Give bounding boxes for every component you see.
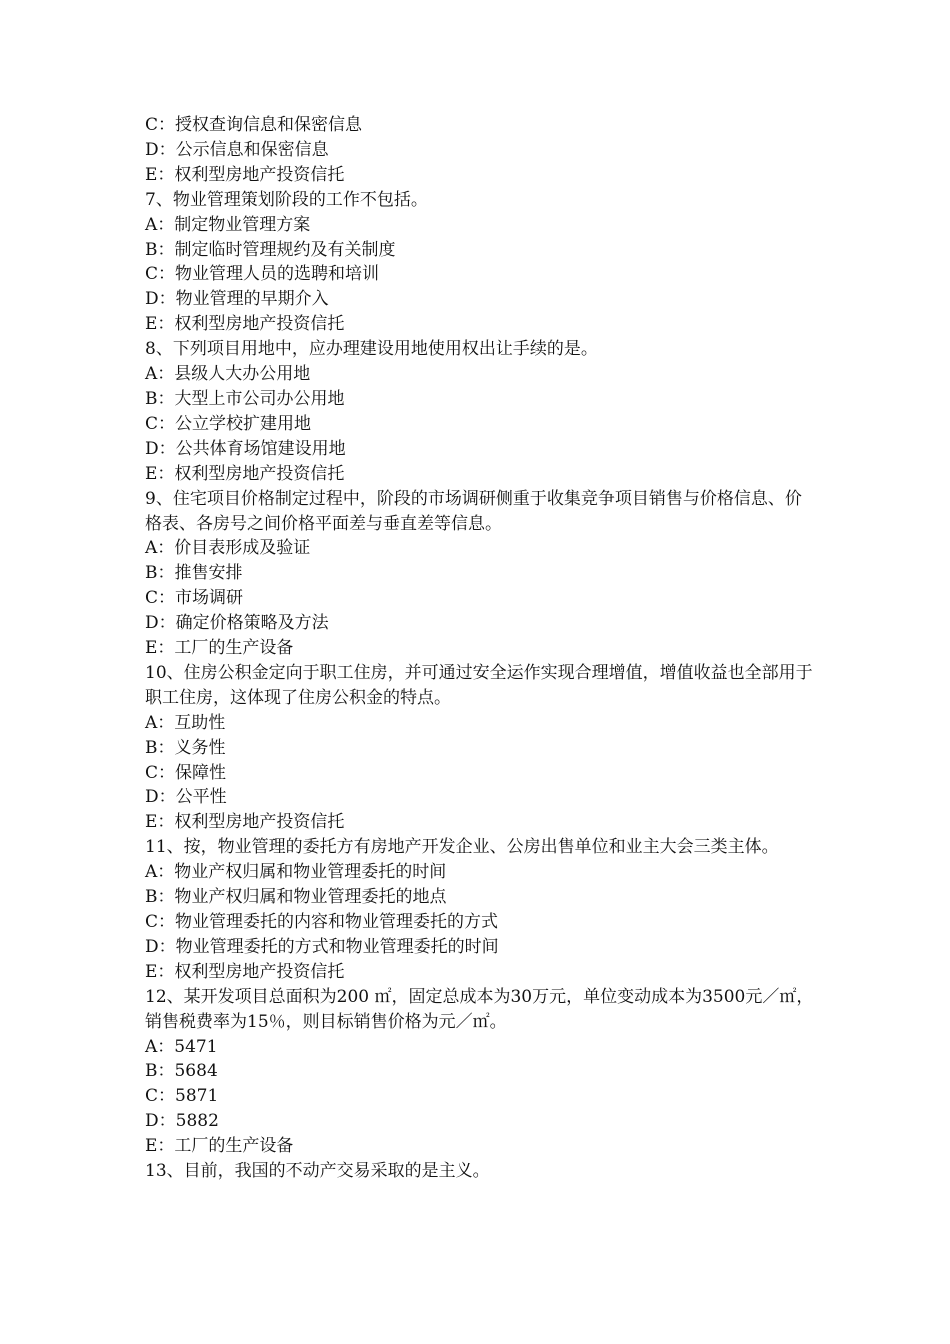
text-line: 10、住房公积金定向于职工住房，并可通过安全运作实现合理增值，增值收益也全部用于职工住房，这体现了住房公积金的特点。 [145,662,813,708]
text-line: D：5882 [145,1111,219,1132]
text-line: D：物业管理委托的方式和物业管理委托的时间 [145,936,499,957]
text-line: D：物业管理的早期介入 [145,289,329,310]
text-line: D：公平性 [145,787,227,808]
text-line: E：权利型房地产投资信托 [145,812,345,833]
text-line: D：确定价格策略及方法 [145,613,329,634]
text-line: B：5684 [145,1061,218,1082]
text-line: D：公示信息和保密信息 [145,139,329,160]
document-body [145,113,815,1184]
text-line: A：互助性 [145,712,226,733]
text-line: 8、下列项目用地中，应办理建设用地使用权出让手续的是。 [145,339,598,360]
text-line: A：物业产权归属和物业管理委托的时间 [145,862,447,883]
text-line: 12、某开发项目总面积为200 ㎡，固定总成本为30万元，单位变动成本为3500元／㎡，销售税费率为15％，则目标销售价格为元／㎡。 [145,986,814,1032]
text-line: E：权利型房地产投资信托 [145,463,345,484]
text-line: C：授权查询信息和保密信息 [145,115,363,135]
text-line: C：物业管理委托的内容和物业管理委托的方式 [145,912,499,932]
text-line: B：物业产权归属和物业管理委托的地点 [145,887,447,908]
text-line: E：工厂的生产设备 [145,1136,294,1157]
text-line: A：5471 [145,1036,218,1057]
text-line: C：保障性 [145,762,227,783]
text-line: B：推售安排 [145,563,243,584]
text-line: 9、住宅项目价格制定过程中，阶段的市场调研侧重于收集竞争项目销售与价格信息、价格表、各房号之间价格平面差与垂直差等信息。 [145,488,802,534]
text-line: C：公立学校扩建用地 [145,413,312,434]
text-line: E：权利型房地产投资信托 [145,961,345,982]
text-line: B：大型上市公司办公用地 [145,388,345,409]
text-line: A：县级人大办公用地 [145,364,311,385]
text-line: B：制定临时管理规约及有关制度 [145,239,396,260]
text-line: C：物业管理人员的选聘和培训 [145,264,380,285]
text-line: E：工厂的生产设备 [145,638,294,659]
text-line: 11、按，物业管理的委托方有房地产开发企业、公房出售单位和业主大会三类主体。 [145,837,779,858]
text-line: D：公共体育场馆建设用地 [145,438,346,459]
text-line: C：市场调研 [145,588,244,609]
text-line: 13、目前，我国的不动产交易采取的是主义。 [145,1161,490,1182]
text-line: A：价目表形成及验证 [145,538,311,559]
text-line: E：权利型房地产投资信托 [145,314,345,335]
text-line: E：权利型房地产投资信托 [145,164,345,185]
text-line: 7、物业管理策划阶段的工作不包括。 [145,189,428,210]
text-line: B：义务性 [145,737,226,758]
text-line: A：制定物业管理方案 [145,214,311,235]
text-line: C：5871 [145,1086,219,1107]
